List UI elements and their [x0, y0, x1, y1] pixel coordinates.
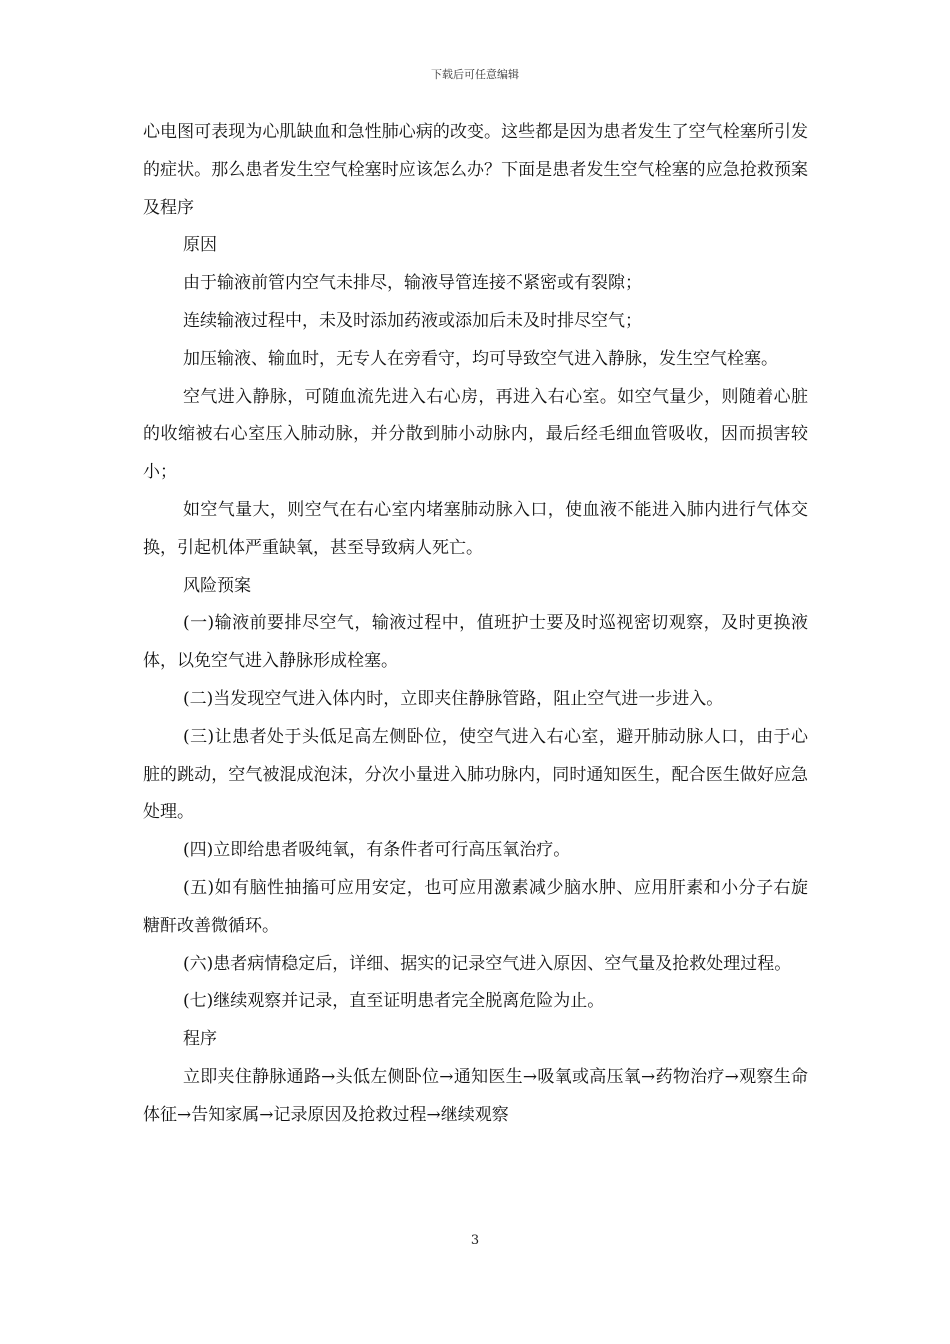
- list-item: (二)当发现空气进入体内时，立即夹住静脉管路，阻止空气进一步进入。: [183, 688, 724, 709]
- list-item: (一)输液前要排尽空气，输液过程中，值班护士要及时巡视密切观察，及时更换液体，以免空气进入静脉形成栓塞。: [143, 613, 808, 672]
- paragraph: 如空气量大，则空气在右心室内堵塞肺动脉入口，使血液不能进入肺内进行气体交换，引起机体严重缺氧，甚至导致病人死亡。: [143, 499, 808, 558]
- paragraph: 空气进入静脉，可随血流先进入右心房，再进入右心室。如空气量少，则随着心脏的收缩被右心室压入肺动脉，并分散到肺小动脉内，最后经毛细血管吸收，因而损害较小；: [143, 386, 808, 483]
- list-item: (六)患者病情稳定后，详细、据实的记录空气进入原因、空气量及抢救处理过程。: [183, 953, 792, 974]
- paragraph: 加压输液、输血时，无专人在旁看守，均可导致空气进入静脉，发生空气栓塞。: [183, 348, 778, 369]
- list-item: (五)如有脑性抽搐可应用安定，也可应用激素减少脑水肿、应用肝素和小分子右旋糖酐改善微循环。: [143, 877, 808, 936]
- section-heading-procedure: 程序: [183, 1029, 217, 1050]
- list-item: (三)让患者处于头低足高左侧卧位，使空气进入右心室，避开肺动脉人口，由于心脏的跳动，空气被混成泡沫，分次小量进入肺功脉内，同时通知医生，配合医生做好应急处理。: [143, 726, 808, 823]
- paragraph: 由于输液前管内空气未排尽，输液导管连接不紧密或有裂隙；: [183, 273, 642, 294]
- document-body: [143, 114, 808, 1135]
- page-number: 3: [470, 1233, 480, 1248]
- section-heading-cause: 原因: [183, 235, 217, 256]
- section-heading-risk-plan: 风险预案: [183, 575, 251, 596]
- header-note: 下载后可任意编辑: [431, 68, 519, 81]
- list-item: (四)立即给患者吸纯氧，有条件者可行高压氧治疗。: [183, 840, 571, 861]
- paragraph: 心电图可表现为心肌缺血和急性肺心病的改变。这些都是因为患者发生了空气栓塞所引发的症状。那么患者发生空气栓塞时应该怎么办？下面是患者发生空气栓塞的应急抢救预案及程序: [143, 122, 808, 218]
- paragraph: 连续输液过程中，未及时添加药液或添加后未及时排尽空气；: [183, 310, 642, 331]
- list-item: (七)继续观察并记录，直至证明患者完全脱离危险为止。: [183, 991, 605, 1012]
- procedure-flow: 立即夹住静脉通路→头低左侧卧位→通知医生→吸氧或高压氧→药物治疗→观察生命体征→告知家属→记录原因及抢救过程→继续观察: [143, 1066, 808, 1125]
